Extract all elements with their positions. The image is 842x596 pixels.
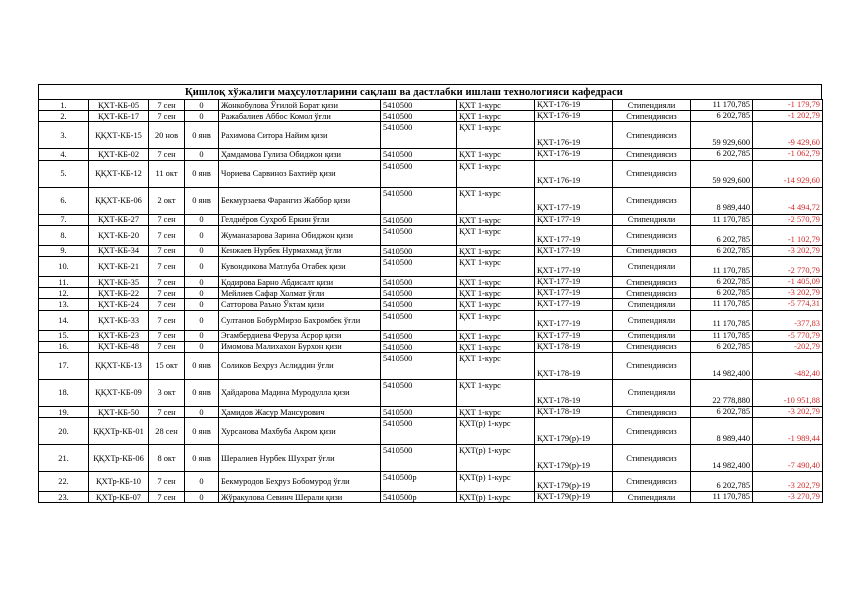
zero-value: 0 янв — [185, 353, 219, 380]
study-group: ҚХТ-178-19 — [535, 353, 613, 380]
balance-difference: -1 062,79 — [753, 149, 823, 160]
course-label: ҚХТ 1-курс — [457, 288, 535, 299]
row-number: 17. — [39, 353, 89, 380]
zero-value: 0 — [185, 100, 219, 111]
date-day: 20 нов — [149, 122, 185, 149]
zero-value: 0 — [185, 472, 219, 492]
group-code: ҚХТ-КБ-22 — [89, 288, 149, 299]
course-label: ҚХТ(р) 1-курс — [457, 445, 535, 472]
contract-amount: 14 982,400 — [691, 353, 753, 380]
balance-difference: -14 929,60 — [753, 160, 823, 187]
balance-difference: -1 179,79 — [753, 100, 823, 111]
study-group: ҚХТ-179(р)-19 — [535, 445, 613, 472]
zero-value: 0 янв — [185, 380, 219, 407]
student-name: Имомова Малихахон Бурхон қизи — [219, 341, 381, 352]
scholarship-status: Стипендияли — [613, 299, 691, 310]
study-group: ҚХТ-176-19 — [535, 149, 613, 160]
group-code: ҚҚХТ-КБ-15 — [89, 122, 149, 149]
contract-amount: 14 982,400 — [691, 445, 753, 472]
date-day: 7 сен — [149, 472, 185, 492]
student-name: Соликов Беҳруз Аслиддин ўғли — [219, 353, 381, 380]
scholarship-status: Стипендиясиз — [613, 277, 691, 288]
contract-amount: 11 170,785 — [691, 299, 753, 310]
contract-amount: 11 170,785 — [691, 310, 753, 330]
study-group: ҚХТ-177-19 — [535, 330, 613, 341]
row-number: 1. — [39, 100, 89, 111]
table-row — [39, 472, 823, 492]
row-number: 15. — [39, 330, 89, 341]
balance-difference: -1 405,09 — [753, 277, 823, 288]
date-day: 7 сен — [149, 299, 185, 310]
study-group: ҚХТ-177-19 — [535, 299, 613, 310]
contract-amount: 8 989,440 — [691, 418, 753, 445]
course-label: ҚХТ 1-курс — [457, 341, 535, 352]
zero-value: 0 янв — [185, 122, 219, 149]
specialty-code: 5410500 — [381, 122, 457, 149]
student-name: Кувондикова Матлуба Отабек қизи — [219, 257, 381, 277]
scholarship-status: Стипендиясиз — [613, 353, 691, 380]
row-number: 13. — [39, 299, 89, 310]
contract-amount: 59 929,600 — [691, 160, 753, 187]
zero-value: 0 — [185, 341, 219, 352]
specialty-code: 5410500р — [381, 492, 457, 503]
balance-difference: -5 774,31 — [753, 299, 823, 310]
course-label: ҚХТ 1-курс — [457, 407, 535, 418]
study-group: ҚХТ-176-19 — [535, 122, 613, 149]
course-label: ҚХТ 1-курс — [457, 122, 535, 149]
date-day: 7 сен — [149, 310, 185, 330]
contract-amount: 22 778,880 — [691, 380, 753, 407]
specialty-code: 5410500 — [381, 341, 457, 352]
table-row — [39, 187, 823, 214]
date-day: 7 сен — [149, 341, 185, 352]
study-group: ҚХТ-177-19 — [535, 288, 613, 299]
balance-difference: -3 270,79 — [753, 492, 823, 503]
table-row — [39, 257, 823, 277]
scholarship-status: Стипендиясиз — [613, 472, 691, 492]
student-name: Ҳамдамова Гулиза Обиджон қизи — [219, 149, 381, 160]
department-table-sheet — [38, 84, 822, 503]
row-number: 8. — [39, 225, 89, 245]
contract-amount: 11 170,785 — [691, 214, 753, 225]
scholarship-status: Стипендияли — [613, 310, 691, 330]
scholarship-status: Стипендиясиз — [613, 407, 691, 418]
specialty-code: 5410500 — [381, 277, 457, 288]
group-code: ҚХТ-КБ-20 — [89, 225, 149, 245]
study-group: ҚХТ-179(р)-19 — [535, 418, 613, 445]
contract-amount: 6 202,785 — [691, 277, 753, 288]
student-name: Сатторова Раъно Ўктам қизи — [219, 299, 381, 310]
scholarship-status: Стипендиясиз — [613, 341, 691, 352]
row-number: 5. — [39, 160, 89, 187]
date-day: 15 окт — [149, 353, 185, 380]
zero-value: 0 — [185, 214, 219, 225]
course-label: ҚХТ 1-курс — [457, 225, 535, 245]
scholarship-status: Стипендияли — [613, 257, 691, 277]
student-name: Мейлиев Сафар Холмат ўғли — [219, 288, 381, 299]
zero-value: 0 — [185, 330, 219, 341]
date-day: 2 окт — [149, 187, 185, 214]
study-group: ҚХТ-177-19 — [535, 187, 613, 214]
contract-amount: 6 202,785 — [691, 288, 753, 299]
student-table — [38, 99, 823, 503]
student-name: Хурсанова Махбуба Акром қизи — [219, 418, 381, 445]
specialty-code: 5410500 — [381, 407, 457, 418]
student-name: Ҳайдарова Мадина Муродулла қизи — [219, 380, 381, 407]
balance-difference: -482,40 — [753, 353, 823, 380]
specialty-code: 5410500 — [381, 100, 457, 111]
row-number: 23. — [39, 492, 89, 503]
table-row — [39, 122, 823, 149]
balance-difference: -3 202,79 — [753, 245, 823, 256]
student-name: Бекмурзаева Фарангиз Жаббор қизи — [219, 187, 381, 214]
row-number: 11. — [39, 277, 89, 288]
table-row — [39, 445, 823, 472]
course-label: ҚХТ 1-курс — [457, 277, 535, 288]
balance-difference: -10 951,88 — [753, 380, 823, 407]
study-group: ҚХТ-177-19 — [535, 245, 613, 256]
table-row — [39, 149, 823, 160]
study-group: ҚХТ-178-19 — [535, 341, 613, 352]
specialty-code: 5410500 — [381, 160, 457, 187]
scholarship-status: Стипендияли — [613, 330, 691, 341]
course-label: ҚХТ 1-курс — [457, 257, 535, 277]
course-label: ҚХТ(р) 1-курс — [457, 418, 535, 445]
scholarship-status: Стипендиясиз — [613, 245, 691, 256]
specialty-code: 5410500 — [381, 445, 457, 472]
row-number: 20. — [39, 418, 89, 445]
table-row — [39, 299, 823, 310]
group-code: ҚХТ-КБ-17 — [89, 111, 149, 122]
date-day: 7 сен — [149, 330, 185, 341]
group-code: ҚҚХТр-КБ-06 — [89, 445, 149, 472]
student-name: Жуманазарова Зарина Обиджон қизи — [219, 225, 381, 245]
row-number: 9. — [39, 245, 89, 256]
group-code: ҚХТ-КБ-24 — [89, 299, 149, 310]
table-row — [39, 310, 823, 330]
course-label: ҚХТ(р) 1-курс — [457, 492, 535, 503]
zero-value: 0 — [185, 492, 219, 503]
specialty-code: 5410500 — [381, 353, 457, 380]
study-group: ҚХТ-177-19 — [535, 225, 613, 245]
scholarship-status: Стипендиясиз — [613, 111, 691, 122]
table-row — [39, 160, 823, 187]
row-number: 3. — [39, 122, 89, 149]
course-label: ҚХТ 1-курс — [457, 214, 535, 225]
balance-difference: -1 102,79 — [753, 225, 823, 245]
student-name: Қодирова Барно Абдисалт қизи — [219, 277, 381, 288]
scholarship-status: Стипендияли — [613, 100, 691, 111]
student-name: Бекмуродов Беҳруз Бобомурод ўғли — [219, 472, 381, 492]
course-label: ҚХТ 1-курс — [457, 380, 535, 407]
table-row — [39, 277, 823, 288]
date-day: 7 сен — [149, 257, 185, 277]
course-label: ҚХТ 1-курс — [457, 310, 535, 330]
contract-amount: 6 202,785 — [691, 341, 753, 352]
scholarship-status: Стипендияли — [613, 380, 691, 407]
study-group: ҚХТ-176-19 — [535, 100, 613, 111]
table-row — [39, 418, 823, 445]
group-code: ҚХТ-КБ-23 — [89, 330, 149, 341]
specialty-code: 5410500 — [381, 310, 457, 330]
study-group: ҚХТ-177-19 — [535, 257, 613, 277]
table-row — [39, 380, 823, 407]
group-code: ҚҚХТр-КБ-01 — [89, 418, 149, 445]
row-number: 12. — [39, 288, 89, 299]
contract-amount: 11 170,785 — [691, 100, 753, 111]
group-code: ҚҚХТ-КБ-13 — [89, 353, 149, 380]
contract-amount: 6 202,785 — [691, 225, 753, 245]
specialty-code: 5410500 — [381, 288, 457, 299]
date-day: 7 сен — [149, 225, 185, 245]
course-label: ҚХТ 1-курс — [457, 160, 535, 187]
row-number: 22. — [39, 472, 89, 492]
study-group: ҚХТ-178-19 — [535, 407, 613, 418]
table-row — [39, 245, 823, 256]
date-day: 11 окт — [149, 160, 185, 187]
course-label: ҚХТ 1-курс — [457, 330, 535, 341]
zero-value: 0 янв — [185, 160, 219, 187]
date-day: 28 сен — [149, 418, 185, 445]
group-code: ҚХТр-КБ-10 — [89, 472, 149, 492]
specialty-code: 5410500 — [381, 111, 457, 122]
table-row — [39, 353, 823, 380]
date-day: 7 сен — [149, 407, 185, 418]
date-day: 7 сен — [149, 149, 185, 160]
student-name: Ҳамидов Жасур Мансурович — [219, 407, 381, 418]
group-code: ҚХТ-КБ-34 — [89, 245, 149, 256]
zero-value: 0 — [185, 111, 219, 122]
row-number: 2. — [39, 111, 89, 122]
balance-difference: -4 494,72 — [753, 187, 823, 214]
date-day: 7 сен — [149, 288, 185, 299]
student-name: Рахимова Ситора Найим қизи — [219, 122, 381, 149]
row-number: 21. — [39, 445, 89, 472]
date-day: 7 сен — [149, 492, 185, 503]
balance-difference: -5 770,79 — [753, 330, 823, 341]
course-label: ҚХТ 1-курс — [457, 149, 535, 160]
student-name: Чориева Сарвиноз Бахтиёр қизи — [219, 160, 381, 187]
zero-value: 0 — [185, 407, 219, 418]
title-row — [38, 84, 822, 99]
scholarship-status: Стипендиясиз — [613, 288, 691, 299]
table-body — [39, 100, 823, 503]
course-label: ҚХТ 1-курс — [457, 353, 535, 380]
date-day: 7 сен — [149, 214, 185, 225]
table-row — [39, 111, 823, 122]
specialty-code: 5410500 — [381, 380, 457, 407]
zero-value: 0 — [185, 225, 219, 245]
date-day: 8 окт — [149, 445, 185, 472]
student-name: Жонкобулова Ўғилой Борат қизи — [219, 100, 381, 111]
study-group: ҚХТ-177-19 — [535, 310, 613, 330]
study-group: ҚХТ-177-19 — [535, 214, 613, 225]
study-group: ҚХТ-179(р)-19 — [535, 492, 613, 503]
date-day: 7 сен — [149, 111, 185, 122]
table-row — [39, 341, 823, 352]
contract-amount: 11 170,785 — [691, 257, 753, 277]
contract-amount: 6 202,785 — [691, 472, 753, 492]
zero-value: 0 янв — [185, 418, 219, 445]
balance-difference: -1 202,79 — [753, 111, 823, 122]
group-code: ҚХТ-КБ-48 — [89, 341, 149, 352]
specialty-code: 5410500 — [381, 330, 457, 341]
group-code: ҚХТр-КБ-07 — [89, 492, 149, 503]
balance-difference: -2 770,79 — [753, 257, 823, 277]
student-name: Ражабалиев Аббос Комол ўғли — [219, 111, 381, 122]
specialty-code: 5410500 — [381, 214, 457, 225]
student-name: Гелдиёров Суҳроб Еркин ўғли — [219, 214, 381, 225]
balance-difference: -377,83 — [753, 310, 823, 330]
course-label: ҚХТ 1-курс — [457, 111, 535, 122]
scholarship-status: Стипендиясиз — [613, 225, 691, 245]
date-day: 7 сен — [149, 100, 185, 111]
group-code: ҚХТ-КБ-35 — [89, 277, 149, 288]
course-label: ҚХТ(р) 1-курс — [457, 472, 535, 492]
group-code: ҚХТ-КБ-02 — [89, 149, 149, 160]
date-day: 3 окт — [149, 380, 185, 407]
contract-amount: 59 929,600 — [691, 122, 753, 149]
balance-difference: -3 202,79 — [753, 407, 823, 418]
zero-value: 0 — [185, 299, 219, 310]
contract-amount: 6 202,785 — [691, 245, 753, 256]
row-number: 10. — [39, 257, 89, 277]
balance-difference: -3 202,79 — [753, 288, 823, 299]
scholarship-status: Стипендиясиз — [613, 418, 691, 445]
row-number: 18. — [39, 380, 89, 407]
group-code: ҚҚХТ-КБ-09 — [89, 380, 149, 407]
course-label: ҚХТ 1-курс — [457, 100, 535, 111]
balance-difference: -3 202,79 — [753, 472, 823, 492]
date-day: 7 сен — [149, 277, 185, 288]
student-name: Султанов БобурМирзо Бахромбек ўғли — [219, 310, 381, 330]
table-row — [39, 407, 823, 418]
specialty-code: 5410500р — [381, 472, 457, 492]
specialty-code: 5410500 — [381, 187, 457, 214]
group-code: ҚХТ-КБ-05 — [89, 100, 149, 111]
group-code: ҚХТ-КБ-33 — [89, 310, 149, 330]
contract-amount: 8 989,440 — [691, 187, 753, 214]
study-group: ҚХТ-176-19 — [535, 111, 613, 122]
scholarship-status: Стипендияли — [613, 492, 691, 503]
table-row — [39, 214, 823, 225]
balance-difference: -202,79 — [753, 341, 823, 352]
table-row — [39, 225, 823, 245]
balance-difference: -7 490,40 — [753, 445, 823, 472]
zero-value: 0 — [185, 288, 219, 299]
specialty-code: 5410500 — [381, 299, 457, 310]
study-group: ҚХТ-177-19 — [535, 277, 613, 288]
student-name: Кенжаев Нурбек Нурмахмад ўғли — [219, 245, 381, 256]
group-code: ҚҚХТ-КБ-12 — [89, 160, 149, 187]
row-number: 7. — [39, 214, 89, 225]
student-name: Шералиев Нурбек Шухрат ўғли — [219, 445, 381, 472]
scholarship-status: Стипендиясиз — [613, 149, 691, 160]
specialty-code: 5410500 — [381, 245, 457, 256]
scholarship-status: Стипендиясиз — [613, 445, 691, 472]
student-name: Жўракулова Севинч Шерали қизи — [219, 492, 381, 503]
zero-value: 0 янв — [185, 187, 219, 214]
zero-value: 0 — [185, 257, 219, 277]
study-group: ҚХТ-176-19 — [535, 160, 613, 187]
group-code: ҚҚХТ-КБ-06 — [89, 187, 149, 214]
course-label: ҚХТ 1-курс — [457, 299, 535, 310]
contract-amount: 6 202,785 — [691, 149, 753, 160]
row-number: 14. — [39, 310, 89, 330]
balance-difference: -9 429,60 — [753, 122, 823, 149]
contract-amount: 6 202,785 — [691, 407, 753, 418]
row-number: 6. — [39, 187, 89, 214]
study-group: ҚХТ-178-19 — [535, 380, 613, 407]
course-label: ҚХТ 1-курс — [457, 245, 535, 256]
group-code: ҚХТ-КБ-21 — [89, 257, 149, 277]
balance-difference: -2 570,79 — [753, 214, 823, 225]
zero-value: 0 — [185, 310, 219, 330]
specialty-code: 5410500 — [381, 418, 457, 445]
group-code: ҚХТ-КБ-50 — [89, 407, 149, 418]
study-group: ҚХТ-179(р)-19 — [535, 472, 613, 492]
contract-amount: 6 202,785 — [691, 111, 753, 122]
course-label: ҚХТ 1-курс — [457, 187, 535, 214]
specialty-code: 5410500 — [381, 225, 457, 245]
table-row — [39, 288, 823, 299]
specialty-code: 5410500 — [381, 149, 457, 160]
table-row — [39, 492, 823, 503]
table-row — [39, 100, 823, 111]
row-number: 19. — [39, 407, 89, 418]
row-number: 16. — [39, 341, 89, 352]
department-title: Қишлоқ хўжалиги маҳсулотларини сақлаш ва дастлабки ишлаш технологияси кафедраси — [185, 86, 623, 98]
balance-difference: -1 989,44 — [753, 418, 823, 445]
table-row — [39, 330, 823, 341]
zero-value: 0 янв — [185, 445, 219, 472]
contract-amount: 11 170,785 — [691, 330, 753, 341]
scholarship-status: Стипендиясиз — [613, 187, 691, 214]
student-name: Эгамбердиева Феруза Асрор қизи — [219, 330, 381, 341]
zero-value: 0 — [185, 149, 219, 160]
date-day: 7 сен — [149, 245, 185, 256]
zero-value: 0 — [185, 245, 219, 256]
zero-value: 0 — [185, 277, 219, 288]
scholarship-status: Стипендияли — [613, 214, 691, 225]
group-code: ҚХТ-КБ-27 — [89, 214, 149, 225]
scholarship-status: Стипендиясиз — [613, 160, 691, 187]
specialty-code: 5410500 — [381, 257, 457, 277]
scholarship-status: Стипендиясиз — [613, 122, 691, 149]
contract-amount: 11 170,785 — [691, 492, 753, 503]
row-number: 4. — [39, 149, 89, 160]
